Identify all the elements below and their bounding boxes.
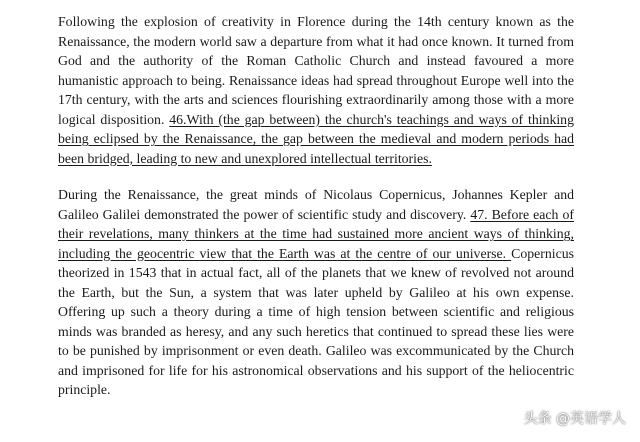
paragraph-2-text-before: During the Renaissance, the great minds of Nicolaus Copernicus, Johannes Kepler and Galileo Galilei demonstrated the power of scientific study and discovery. bbox=[58, 187, 574, 222]
question-47-underlined: 47. Before each of their revelations, many thinkers at the time had sustained more ancient ways of thinking, including the geocentric view that the Earth was at the centre of our universe. bbox=[58, 206, 574, 261]
watermark: 头条 @英语学人 bbox=[523, 411, 626, 427]
question-46-underlined: 46.With (the gap between) the church's teachings and ways of thinking being eclipsed by the Renaissance, the gap between the medieval and modern periods had been bridged, leading to new and unexplored intellectual territories. bbox=[58, 111, 574, 166]
document-body bbox=[58, 12, 574, 400]
paragraph-2 bbox=[58, 185, 574, 400]
paragraph-1-text: Following the explosion of creativity in Florence during the 14th century known as the Renaissance, the modern world saw a departure from what it had once known. It turned from God and the authority of the Roman Catholic Church and instead favoured a more humanistic approach to being. Renaissance ideas had spread throughout Europe well into the 17th century, with the arts and sciences flourishing extraordinarily among those with a more logical disposition. bbox=[58, 14, 574, 127]
paragraph-1 bbox=[58, 12, 574, 168]
paragraph-2-text-after: Copernicus theorized in 1543 that in actual fact, all of the planets that we knew of revolved not around the Earth, but the Sun, a system that was later upheld by Galileo at his own expense. Offering up such a theory during a time of high tension between scientific and religious minds was branded as heresy, and any such heretics that continued to spread these lies were to be punished by imprisonment or even death. Galileo was excommunicated by the Church and imprisoned for life for his astronomical observations and his support of the heliocentric principle. bbox=[58, 245, 574, 397]
